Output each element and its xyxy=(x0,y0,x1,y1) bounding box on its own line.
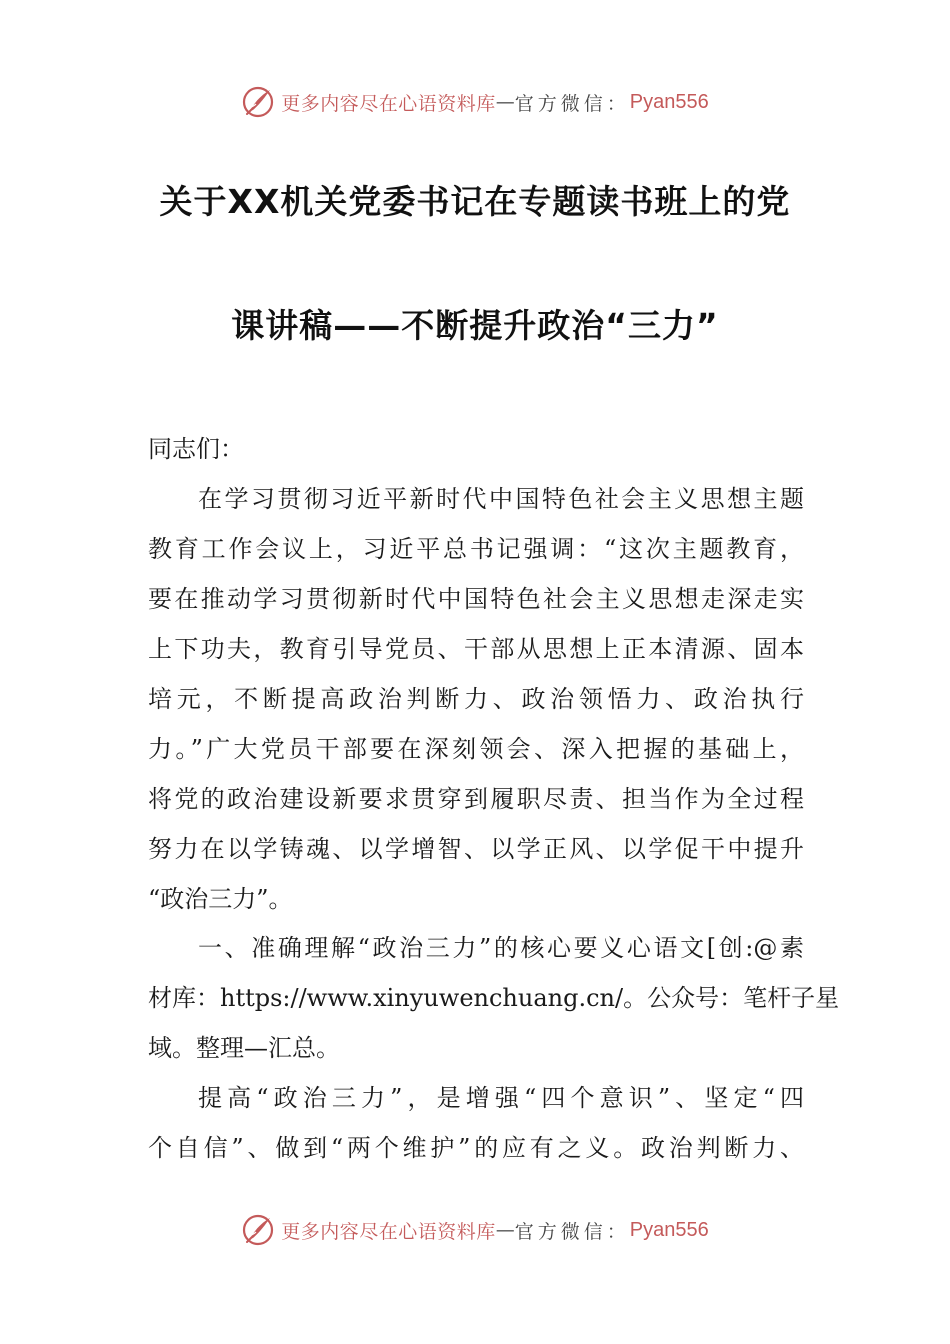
body-line: 域。整理—汇总。 xyxy=(148,1034,340,1062)
body-line: 将党的政治建设新要求贯穿到履职尽责、担当作为全过程 xyxy=(148,785,804,813)
body-line: 教育工作会议上，习近平总书记强调：“这次主题教育， xyxy=(148,535,804,563)
body-line: 努力在以学铸魂、以学增智、以学正风、以学促干中提升 xyxy=(148,835,804,863)
document-title-line-2: 课讲稿——不断提升政治“三力” xyxy=(231,306,719,345)
body-line: 要在推动学习贯彻新时代中国特色社会主义思想走深走实 xyxy=(148,585,804,613)
banner-wechat-id: Pyan556 xyxy=(629,1218,709,1241)
body-line: 力。”广大党员干部要在深刻领会、深入把握的基础上， xyxy=(148,735,804,763)
footer-banner xyxy=(0,1210,950,1250)
body-line: 上下功夫，教育引导党员、干部从思想上正本清源、固本 xyxy=(148,635,804,663)
banner-wechat-label: 官方微信： xyxy=(514,1220,630,1243)
banner-text: 更多内容尽在心语资料库 xyxy=(281,1220,496,1243)
header-banner xyxy=(0,82,950,122)
document-title-line-1: 关于XX机关党委书记在专题读书班上的党 xyxy=(159,182,791,221)
body-line: 提高“政治三力”，是增强“四个意识”、坚定“四 xyxy=(198,1084,804,1112)
banner-wechat-id: Pyan556 xyxy=(629,90,709,113)
body-line: 材库：https://www.xinyuwenchuang.cn/。公众号：笔杆子星 xyxy=(148,984,840,1012)
body-line: 在学习贯彻习近平新时代中国特色社会主义思想主题 xyxy=(198,485,804,513)
body-line: 个自信”、做到“两个维护”的应有之义。政治判断力、 xyxy=(148,1134,804,1162)
body-line: 培元，不断提高政治判断力、政治领悟力、政治执行 xyxy=(148,685,804,713)
feather-pen-logo-icon xyxy=(241,85,275,119)
salutation: 同志们： xyxy=(148,435,244,463)
feather-pen-logo-icon xyxy=(241,1213,275,1247)
body-line: “政治三力”。 xyxy=(148,885,293,913)
section-heading-line: 一、准确理解“政治三力”的核心要义心语文[创:@素 xyxy=(198,934,804,962)
banner-dash: — xyxy=(495,1219,515,1241)
banner-wechat-label: 官方微信： xyxy=(514,92,630,115)
banner-dash: — xyxy=(495,91,515,113)
banner-text: 更多内容尽在心语资料库 xyxy=(281,92,496,115)
